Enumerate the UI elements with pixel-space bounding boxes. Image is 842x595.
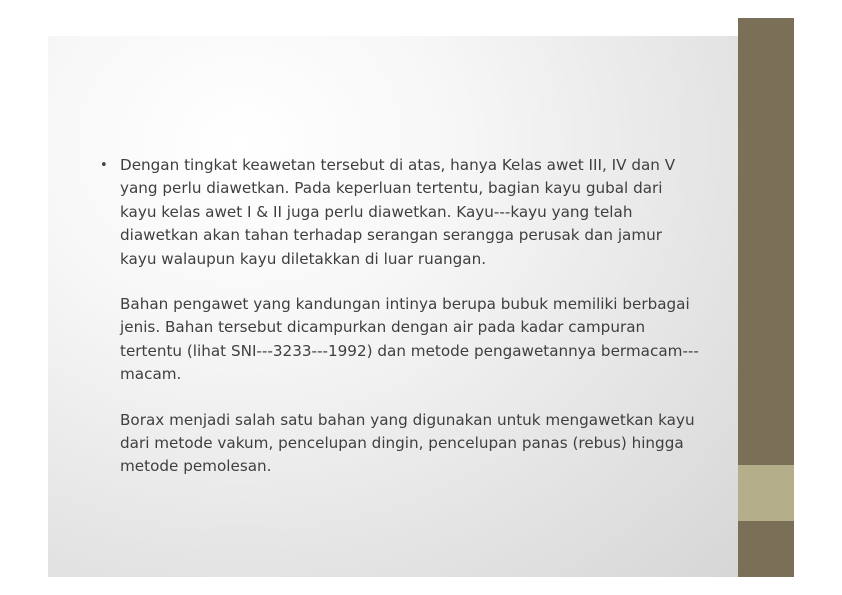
paragraph-2-text: Bahan pengawet yang kandungan intinya berupa bubuk memiliki berbagai jenis. Bahan tersebut dicampurkan dengan air pada kadar campuran tertentu (lihat SNI---3233---1992) dan metode pengawetannya bermacam---macam.	[120, 295, 699, 384]
bullet-icon: •	[100, 158, 108, 173]
paragraph-2	[120, 293, 700, 387]
paragraph-3	[120, 409, 700, 479]
slide-body	[100, 154, 700, 479]
accent-block-bottom	[738, 521, 794, 577]
accent-bar-dark	[738, 18, 794, 465]
paragraph-3-text: Borax menjadi salah satu bahan yang digunakan untuk mengawetkan kayu dari metode vakum, pencelupan dingin, pencelupan panas (rebus) hingga metode pemolesan.	[120, 410, 695, 476]
paragraph-1-text: Dengan tingkat keawetan tersebut di atas, hanya Kelas awet III, IV dan V yang perlu diawetkan. Pada keperluan tertentu, bagian kayu gubal dari kayu kelas awet I & II juga perlu diawetkan. Kayu---kayu yang telah diawetkan akan tahan terhadap serangan serangga perusak dan jamur kayu walaupun kayu diletakkan di luar ruangan.	[120, 156, 676, 268]
accent-block-light	[738, 465, 794, 521]
paragraph-1	[100, 154, 700, 271]
